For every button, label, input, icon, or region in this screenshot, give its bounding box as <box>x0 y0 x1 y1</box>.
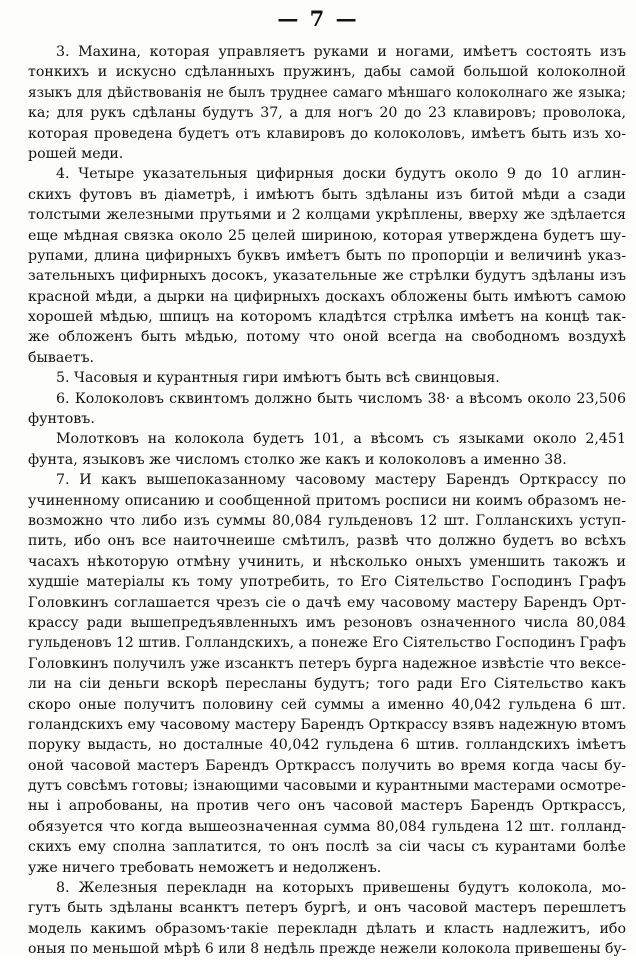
text-line: 6. Колоколовъ сквинтомъ должно быть числомъ 38· а вѣсомъ около 23,506 <box>56 390 626 407</box>
text-line: гульденовъ 12 штив. Голландскихъ, а понеже Его Сіятельство Господинъ Графъ <box>28 635 626 652</box>
text-line: пить, ибо онъ все наиточнеише смѣтилъ, развѣ что должно будетъ во всѣхъ <box>28 533 626 550</box>
text-line: гутъ быть здѣланы всанктъ петеръ бургѣ, и онъ часовой мастеръ перешлетъ <box>28 900 626 917</box>
text-line: худшіе матеріалы къ тому употребить, то Его Сіятельство Господинъ Графъ <box>28 574 626 591</box>
text-line: которая проведена будетъ отъ клавировъ до колоколовъ, имѣетъ быть изъ хо- <box>28 125 626 142</box>
text-line: рупами, длина цифирныхъ буквъ имѣетъ быть по пропорціи и величинѣ указ- <box>28 247 626 264</box>
text-line: же обложенъ быть мѣдью, потому что оной всегда на свободномъ воздухѣ <box>28 329 626 346</box>
text-line: оной часовой мастеръ Барендъ Орткрассъ получить во время когда часы бу- <box>28 757 626 774</box>
text-line: 8. Железныя перекладн на которыхъ привешены будутъ колокола, мо- <box>56 880 626 897</box>
text-line: поруку выдасть, но досталные 40,042 гульдена 6 штив. голландскихъ імѣетъ <box>28 737 626 754</box>
text-line: модель какимъ образомъ·такіе перекладн дѣлать и класть надлежитъ, ибо <box>28 920 626 937</box>
text-line: часахъ нѣкоторую отмѣну учинить, и нѣсколько оныхъ уменшить такожъ и <box>28 553 626 570</box>
text-line: Головкинъ соглашается чрезъ сіе о дачѣ ему часовому мастеру Барендъ Орт- <box>28 594 626 611</box>
text-line: бываетъ. <box>28 349 95 366</box>
text-line: обязуется что когда вышеозначенная сумма 80,084 гульдена 12 шт. голланд- <box>28 818 626 835</box>
text-line: крассу ради вышепредъявленныхъ имъ резоновъ означенного числа 80,084 <box>28 614 626 631</box>
text-line: скоро оные получитъ половину сей суммы а именно 40,042 гульдена 6 шт. <box>28 696 626 713</box>
text-line: Молотковъ на колокола будетъ 101, а вѣсомъ съ языками около 2,451 <box>56 431 626 448</box>
text-line: красной мѣди, а дырки на цифирныхъ доскахъ обложены быть имѣютъ самою <box>28 288 626 305</box>
text-line: 3. Махина, которая управляетъ руками и ногами, имѣетъ состоять изъ <box>56 44 626 60</box>
text-line: оныя по меньшой мѣрѣ 6 или 8 недѣль прежде нежели колокола привешены бу- <box>28 941 626 958</box>
text-line: фунта, языковъ же числомъ столко же какъ и колоколовъ а именно 38. <box>28 451 567 468</box>
text-line: 7. И какъ вышепоказанному часовому мастеру Барендъ Орткрассу по <box>56 472 626 489</box>
text-line: зательныхъ цифирныхъ досокъ, указательные же стрѣлки будутъ здѣланы изъ <box>28 268 626 285</box>
text-line: уже ничего требовать неможетъ и недолженъ. <box>28 859 382 876</box>
text-line: ли на сіи деньги вскорѣ пересланы будутъ; того ради Его Сіятельство какъ <box>28 676 626 693</box>
text-line: 4. Четыре указательныя цифирныя доски будутъ около 9 до 10 аглин- <box>56 166 626 183</box>
text-line: тонкихъ и искусно сдѣланныхъ пружинъ, дабы самой большой колоколной <box>28 64 626 81</box>
text-line: языкъ для дѣйствованія не былъ труднее самаго мѣншаго колоколнаго же языка; <box>28 84 626 101</box>
text-line: еще мѣдная связка около 25 целей ширинoю, которая утверждена будетъ шу- <box>28 227 626 244</box>
text-line: Головкинъ получилъ уже изсанктъ петеръ бурга надежное извѣстіе что вексе- <box>28 655 626 672</box>
text-line: толстыми железными прутьями и 2 колцами укрѣплены, вверху же здѣлается <box>28 207 626 224</box>
text-line: ка; для рукъ сдѣланы будутъ 37, а для ногъ 20 до 23 клавировъ; проволока, <box>28 105 626 122</box>
text-line: хорошей мѣдью, шпицъ на которомъ кладѣтся стрѣлка имѣетъ на концѣ так- <box>28 309 626 326</box>
text-line: фунтовъ. <box>28 411 95 428</box>
text-line: 5. Часовыя и курантныя гири имѣютъ быть всѣ свинцовыя. <box>56 370 500 387</box>
text-line: учиненному описанию и сообщенной притомъ росписи ни коимъ образомъ не- <box>28 492 626 509</box>
text-line: голандскихъ ему часовому мастеру Барендъ Орткрассу взявъ надежную втомъ <box>28 716 626 733</box>
page-number: — 7 — <box>277 6 359 31</box>
document-body <box>28 42 626 960</box>
text-line: скихъ футовъ въ діаметрѣ, і имѣютъ быть здѣланы изъ битой мѣди а сзади <box>28 186 626 203</box>
text-line: дутъ совсѣмъ готовы; ізнающими часовыми и курантными мастерами осмотре- <box>28 778 626 795</box>
text-line: возможно что либо изъ суммы 80,084 гульденовъ 12 шт. Голланскихъ уступ- <box>28 512 626 529</box>
text-line: скихъ ему сполна заплатится, то онъ послѣ за сіи часы съ курантами болѣе <box>28 839 626 856</box>
text-line: ны і апробованы, на против чего онъ часовой мастеръ Барендъ Орткрассъ, <box>28 798 626 815</box>
text-line: рошей меди. <box>28 145 124 162</box>
